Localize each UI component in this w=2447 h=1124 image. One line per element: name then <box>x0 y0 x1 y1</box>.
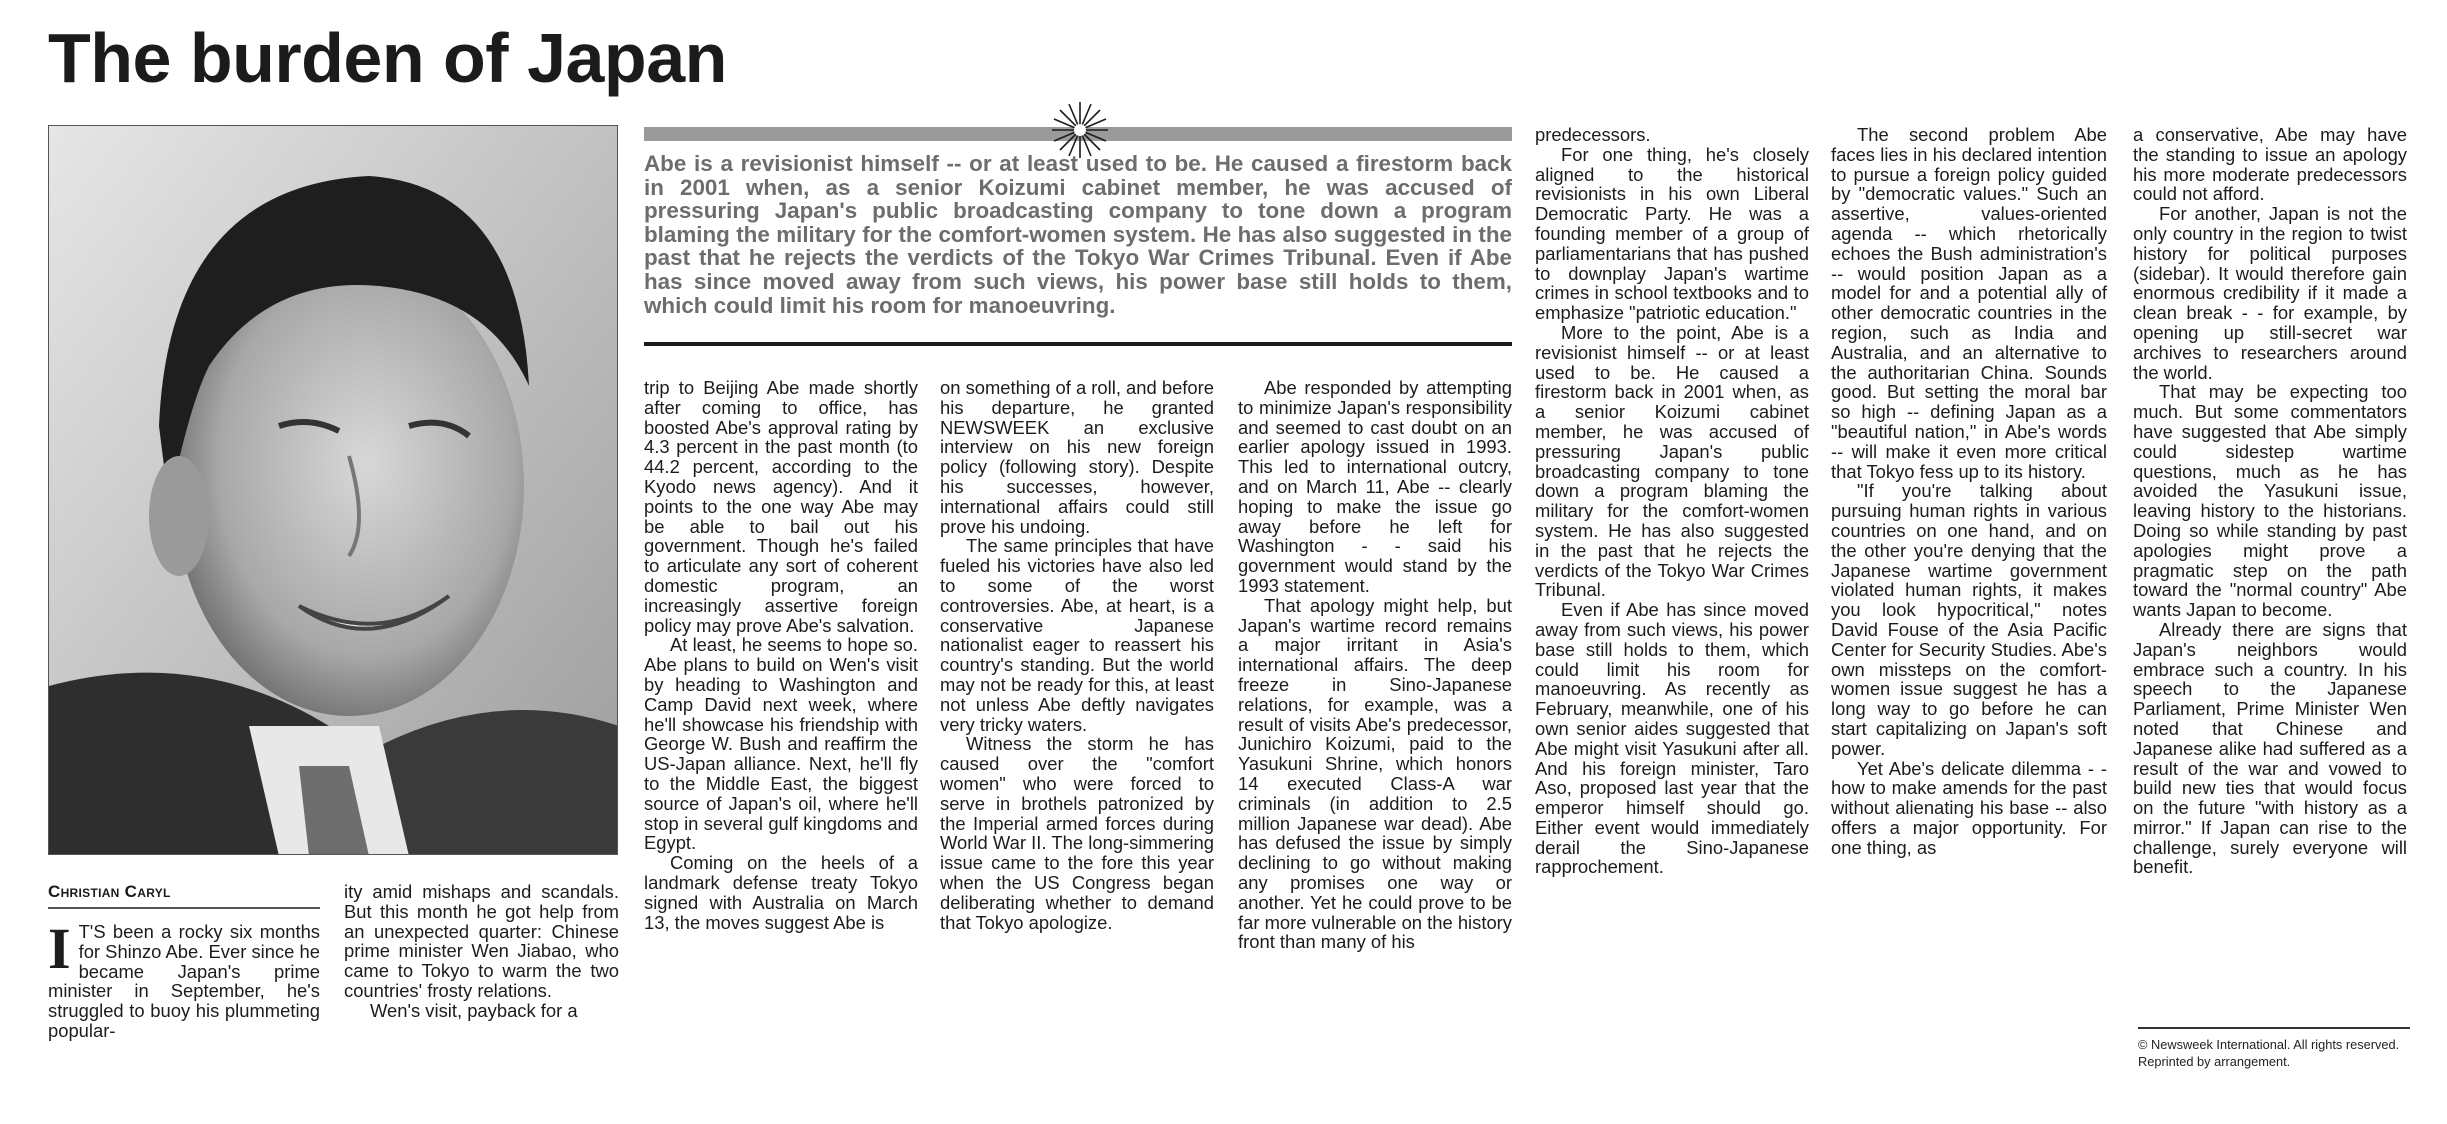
paragraph: Wen's visit, payback for a <box>370 999 578 1021</box>
paragraph: For one thing, he's closely aligned to the historical revisionists in his own Liberal Democratic Party. He was a founding member of a group of parliamentarians that has pushed to downplay Japan's wartime crimes in school textbooks and to emphasize "patriotic education." <box>1535 143 1809 324</box>
paragraph: I T'S been a rocky six months for Shinzo Abe. Ever since he became Japan's prime minister in September, he's struggled to buoy his plummeting popular- <box>48 916 320 1041</box>
paragraph: For another, Japan is not the only country in the region to twist history for political purposes (sidebar). It would therefore gain enormous credibility if it made a clean break - - for example, by opening up still-secret war archives to researchers around the world. <box>2133 203 2407 383</box>
paragraph: At least, he seems to hope so. Abe plans to build on Wen's visit by heading to Washington and Camp David next week, where he'll showcase his friendship with George W. Bush and reaffirm the US-Japan alliance. Next, he'll fly to the Middle East, the biggest source of Japan's oil, where he'll stop in several gulf kingdoms and Egypt. <box>644 634 918 854</box>
byline-divider <box>48 907 320 909</box>
drop-cap: I <box>48 916 71 981</box>
copyright-divider <box>2138 1027 2410 1029</box>
column-6 <box>1535 125 1809 877</box>
pull-quote-bottom-rule <box>644 342 1512 346</box>
paragraph: Coming on the heels of a landmark defense treaty Tokyo signed with Australia on March 13, the moves suggest Abe is <box>644 852 918 933</box>
pull-quote: Abe is a revisionist himself -- or at least used to be. He caused a firestorm back in 2001 when, as a senior Koizumi cabinet member, he was accused of pressuring Japan's public broadcasting company to tone down a program blaming the military for the comfort-women system. He has also suggested in the past that he rejects the verdicts of the Tokyo War Crimes Tribunal. Even if Abe has since moved away from such views, his power base still holds to them, which could limit his room for manoeuvring. <box>644 151 1512 318</box>
paragraph: The second problem Abe faces lies in his declared intention to pursue a foreign policy guided by "democratic values." Such an assertive, values-oriented agenda -- which rhetorically echoes the Bush administration's -- would position Japan as a model for and a potential ally of other democratic countries in the region, such as India and Australia, and an alternative to the authoritarian China. Sounds good. But setting the moral bar so high -- defining Japan as a "beautiful nation," in Abe's words -- will make it even more critical that Tokyo fess up to its history. <box>1831 124 2107 482</box>
column-1 <box>48 916 320 1041</box>
paragraph: on something of a roll, and before his departure, he granted NEWSWEEK an exclusive interview on his new foreign policy (following story). Despite his successes, however, international affairs could still prove his undoing. <box>940 377 1214 537</box>
column-3 <box>644 378 918 932</box>
copyright-line: © Newsweek International. All rights reserved. <box>2138 1037 2400 1052</box>
paragraph: trip to Beijing Abe made shortly after coming to office, has boosted Abe's approval rating by 4.3 percent in the past month (to 44.2 percent, according to the Kyodo news agency). And it points to the one way Abe may be able to bail out his government. Though he's failed to articulate any sort of coherent domestic program, an increasingly assertive foreign policy may prove Abe's salvation. <box>644 377 918 636</box>
paragraph: Already there are signs that Japan's neighbors would embrace such a country. In his speech to the Japanese Parliament, Prime Minister Wen noted that Chinese and Japanese alike had suffered as a result of the war and vowed to build new ties that would focus on the future "with history as a mirror." If Japan can rise to the challenge, surely everyone will benefit. <box>2133 618 2407 878</box>
paragraph: a conservative, Abe may have the standing to issue an apology his more moderate predecessors could not afford. <box>2133 124 2407 205</box>
column-2 <box>344 882 619 1021</box>
paragraph: Even if Abe has since moved away from such views, his power base still holds to them, which could limit his room for manoeuvring. As recently as February, meanwhile, one of his own senior aides suggested that Abe might visit Yasukuni after all. And his foreign minister, Taro Aso, proposed last year that the emperor himself should go. Either event would immediately derail the Sino-Japanese rapprochement. <box>1535 599 1809 878</box>
column-4 <box>940 378 1214 932</box>
paragraph: predecessors. <box>1535 124 1651 145</box>
column-8 <box>2133 125 2407 877</box>
reprint-line: Reprinted by arrangement. <box>2138 1054 2291 1069</box>
paragraph: That apology might help, but Japan's wartime record remains a major irritant in Asia's international affairs. The deep freeze in Sino-Japanese relations, for example, was a result of visits Abe's predecessor, Junichiro Koizumi, paid to the Yasukuni Shrine, which honors 14 executed Class-A war criminals (in addition to 2.5 million Japanese war dead). Abe has defused the issue by simply declining to go without making any promises one way or another. Yet he could prove to be far more vulnerable on the history front than many of his <box>1238 594 1512 953</box>
paragraph: The same principles that have fueled his victories have also led to some of the worst controversies. Abe, at heart, is a conservative Japanese nationalist eager to reassert his country's standing. But the world may not be ready for this, at least not unless Abe deftly navigates very tricky waters. <box>940 535 1214 735</box>
byline: Christian Caryl <box>48 882 171 901</box>
paragraph: "If you're talking about pursuing human rights in various countries on one hand, and on the other you're denying that the Japanese wartime government violated human rights, it makes you look hypocritical," notes David Fouse of the Asia Pacific Center for Security Studies. Abe's own missteps on the comfort-women issue suggest he has a long way to go before he can start capitalizing on Japan's soft power. <box>1831 480 2107 759</box>
paragraph: Yet Abe's delicate dilemma - - how to make amends for the past without alienating his base -- also offers a major opportunity. For one thing, as <box>1831 757 2107 858</box>
column-7 <box>1831 125 2107 857</box>
copyright-notice <box>2138 1036 2418 1070</box>
paragraph: More to the point, Abe is a revisionist himself -- or at least used to be. He caused a firestorm back in 2001 when, as a senior Koizumi cabinet member, he was accused of pressuring Japan's public broadcasting company to tone down a program blaming the military for the comfort-women system. He has also suggested in the past that he rejects the verdicts of the Tokyo War Crimes Tribunal. <box>1535 321 1809 601</box>
paragraph: Witness the storm he has caused over the "comfort women" who were forced to serve in brothels patronized by the Imperial armed forces during World War II. The long-simmering issue came to the fore this year when the US Congress began deliberating whether to demand that Tokyo apologize. <box>940 733 1214 933</box>
portrait-photo <box>48 125 618 855</box>
paragraph: That may be expecting too much. But some commentators have suggested that Abe simply could sidestep wartime questions, much as he has avoided the Yasukuni issue, leaving history to the historians. Doing so while standing by past apologies might prove a pragmatic step on the path toward the "normal country" Abe wants Japan to become. <box>2133 381 2407 621</box>
paragraph: ity amid mishaps and scandals. But this month he got help from an unexpected quarter: Chinese prime minister Wen Jiabao, who came to Tokyo to warm the two countries' frosty relations. <box>344 881 619 1001</box>
headline: The burden of Japan <box>48 19 727 97</box>
paragraph: Abe responded by attempting to minimize Japan's responsibility and seemed to cast doubt on an earlier apology issued in 1993. This led to international outcry, and on March 11, Abe -- clearly hoping to make the issue go away before he left for Washington - - said his government would stand by the 1993 statement. <box>1238 377 1512 596</box>
column-5 <box>1238 378 1512 952</box>
